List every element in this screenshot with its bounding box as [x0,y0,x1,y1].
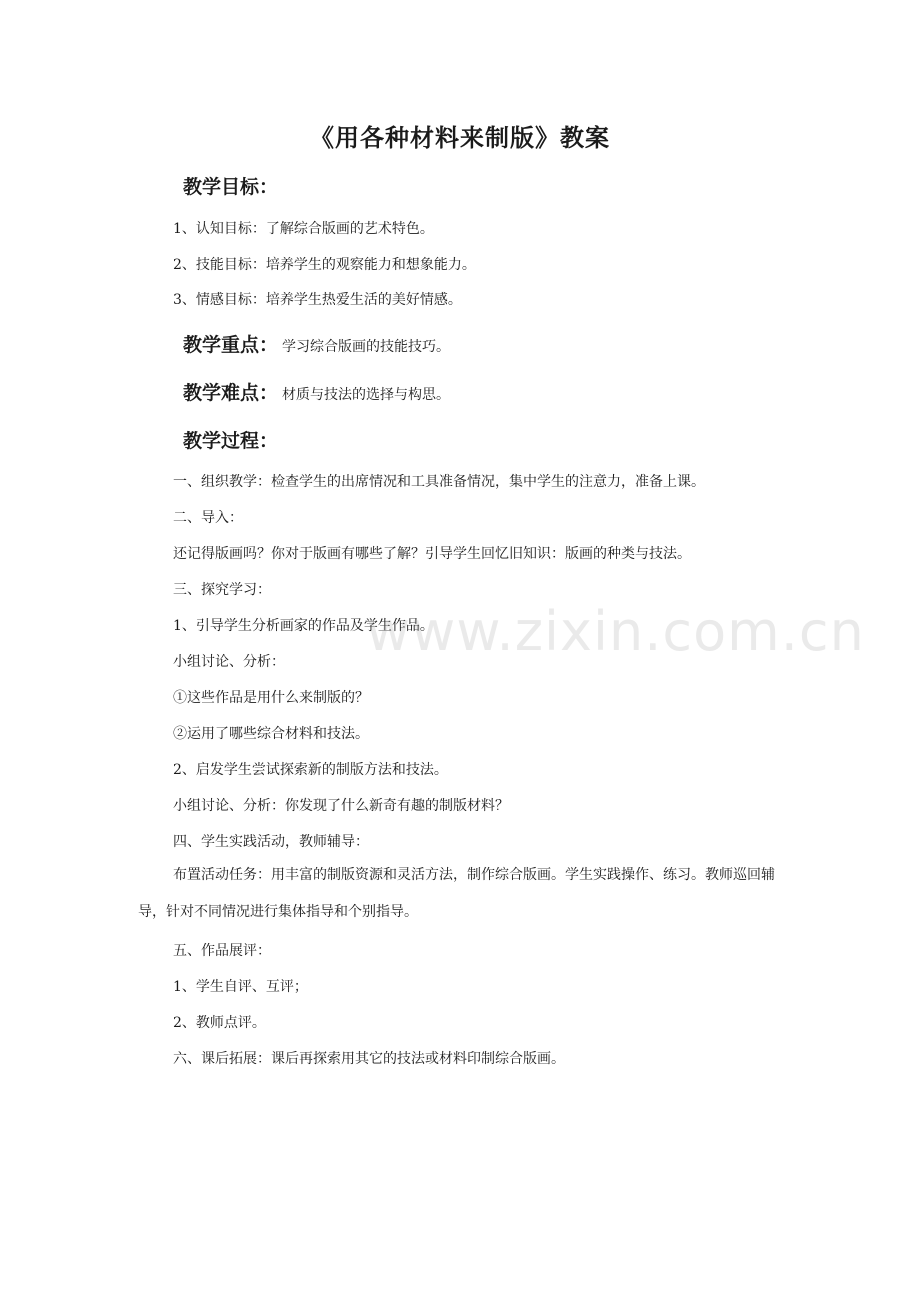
key-point-heading: 教学重点： [183,334,279,356]
objectives-heading: 教学目标： [183,176,279,198]
process-line: 二、导入： [173,510,243,526]
closing-line: 1、学生自评、互评； [173,979,308,995]
key-point-text: 学习综合版画的技能技巧。 [282,339,451,355]
process-line: 三、探究学习： [173,582,271,598]
practice-paragraph: 布置活动任务：用丰富的制版资源和灵活方法，制作综合版画。学生实践操作、练习。教师巡回辅导，针对不同情况进行集体指导和个别指导。 [138,867,775,920]
process-line: 四、学生实践活动，教师辅导： [173,834,369,850]
objective-item: 2、技能目标：培养学生的观察能力和想象能力。 [173,257,476,273]
difficulty-row [183,378,450,405]
process-line: 2、启发学生尝试探索新的制版方法和技法。 [173,762,448,778]
process-line: 一、组织教学：检查学生的出席情况和工具准备情况，集中学生的注意力，准备上课。 [173,474,705,490]
objective-item: 1、认知目标：了解综合版画的艺术特色。 [173,221,434,237]
closing-line: 2、教师点评。 [173,1015,266,1031]
difficulty-text: 材质与技法的选择与构思。 [282,387,451,403]
difficulty-heading: 教学难点： [183,382,279,404]
key-point-row [183,330,450,357]
process-line: ①这些作品是用什么来制版的？ [173,690,369,706]
process-heading: 教学过程： [183,430,279,452]
process-line: ②运用了哪些综合材料和技法。 [173,726,369,742]
process-line: 1、引导学生分析画家的作品及学生作品。 [173,618,434,634]
process-line: 小组讨论、分析： [173,654,285,670]
closing-line: 六、课后拓展：课后再探索用其它的技法或材料印制综合版画。 [173,1051,565,1067]
document-title: 《用各种材料来制版》教案 [310,124,610,152]
closing-line: 五、作品展评： [173,943,271,959]
watermark: www.zixin.com.cn [366,600,865,663]
objective-item: 3、情感目标：培养学生热爱生活的美好情感。 [173,292,462,308]
process-line: 小组讨论、分析：你发现了什么新奇有趣的制版材料？ [173,798,509,814]
process-line: 还记得版画吗？你对于版画有哪些了解？引导学生回忆旧知识：版画的种类与技法。 [173,546,691,562]
